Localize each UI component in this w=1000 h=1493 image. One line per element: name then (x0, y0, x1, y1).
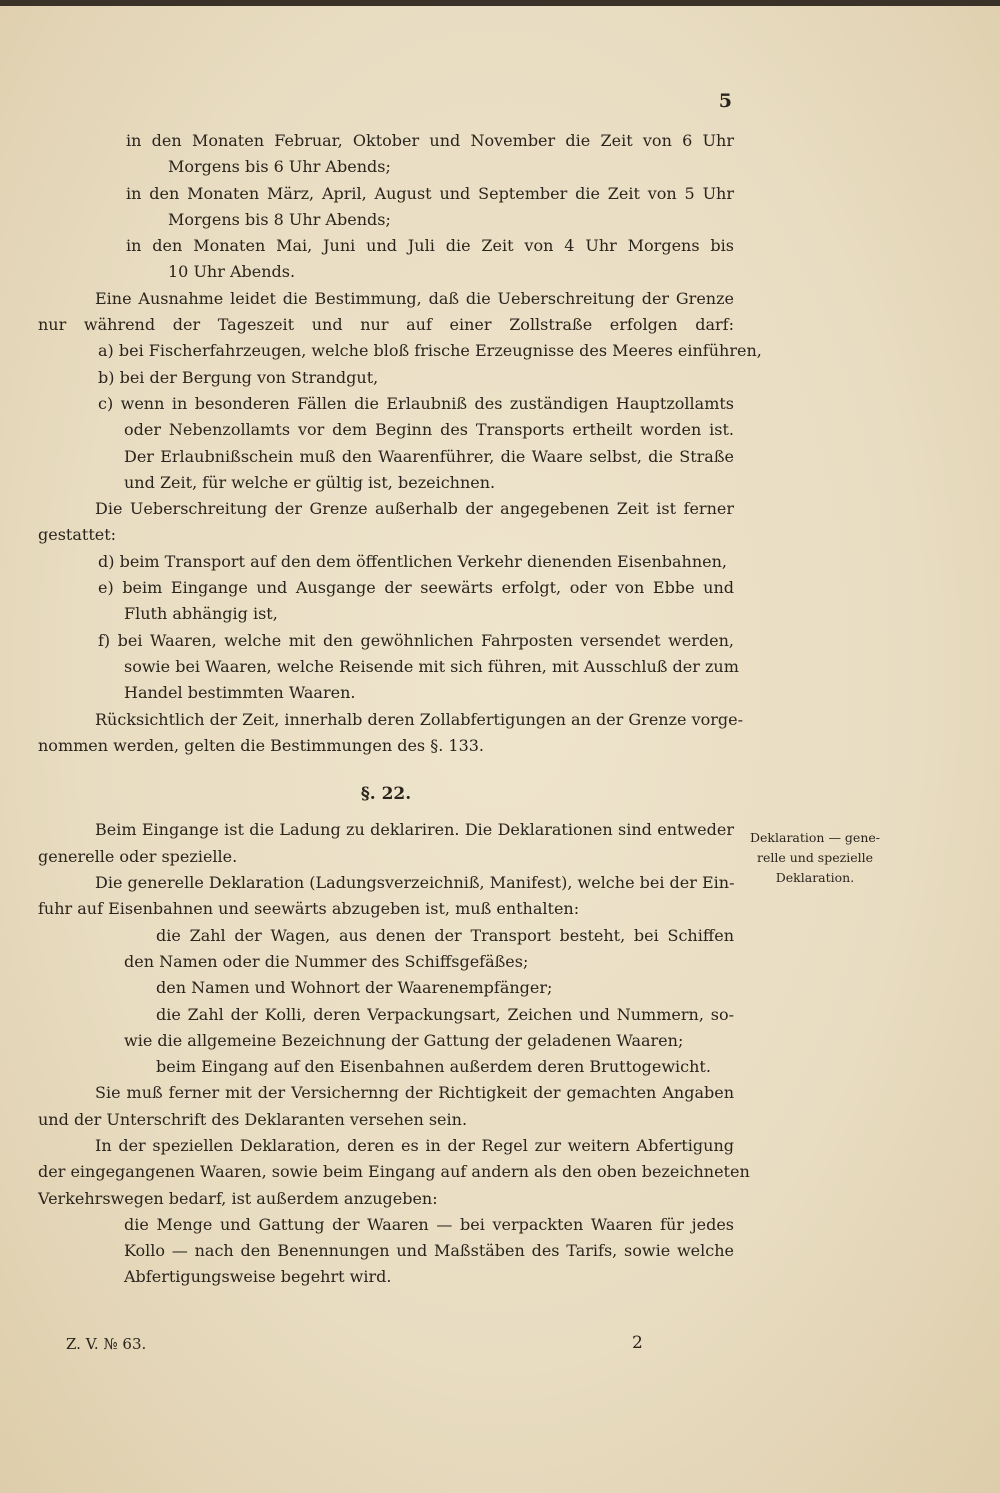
text-line: Beim Eingange ist die Ladung zu deklariren. Die Deklarationen sind entweder (95, 820, 734, 840)
text-line: Kollo — nach den Benennungen und Maßstäben des Tarifs, sowie welche (124, 1241, 734, 1261)
text-line: nur während der Tageszeit und nur auf einer Zollstraße erfolgen darf: (38, 315, 734, 335)
main-text (38, 128, 762, 1291)
text-line: Morgens bis 6 Uhr Abends; (168, 157, 391, 177)
text-line: c) wenn in besonderen Fällen die Erlaubniß des zuständigen Hauptzollamts (98, 393, 734, 413)
text-line: die Menge und Gattung der Waaren — bei verpackten Waaren für jedes (124, 1214, 734, 1234)
text-line: den Namen oder die Nummer des Schiffsgefäßes; (124, 951, 529, 971)
text-line: Handel bestimmten Waaren. (124, 683, 356, 703)
text-line: sowie bei Waaren, welche Reisende mit sich führen, mit Ausschluß der zum (124, 656, 739, 676)
text-line: oder Nebenzollamts vor dem Beginn des Transports ertheilt worden ist. (124, 420, 734, 440)
text-line: die Zahl der Wagen, aus denen der Transport besteht, bei Schiffen (156, 925, 734, 945)
text-line: e) beim Eingange und Ausgange der seewärts erfolgt, oder von Ebbe und (98, 578, 734, 598)
text-line: Der Erlaubnißschein muß den Waarenführer, die Waare selbst, die Straße (124, 446, 734, 466)
text-line: generelle oder spezielle. (38, 846, 238, 866)
text-line: wie die allgemeine Bezeichnung der Gattung der geladenen Waaren; (124, 1030, 684, 1050)
text-line: Eine Ausnahme leidet die Bestimmung, daß die Ueberschreitung der Grenze (95, 288, 734, 308)
margin-note (740, 828, 890, 888)
page-number: 5 (718, 90, 732, 112)
text-line: Sie muß ferner mit der Versichernng der Richtigkeit der gemachten Angaben (95, 1083, 734, 1103)
text-line: Fluth abhängig ist, (124, 604, 278, 624)
text-line: d) beim Transport auf den dem öffentlichen Verkehr dienenden Eisenbahnen, (98, 551, 727, 571)
footer-sheet-number: 2 (632, 1333, 643, 1353)
text-line: In der speziellen Deklaration, deren es in der Regel zur weitern Abfertigung (95, 1135, 734, 1155)
margin-note-line: Deklaration. (775, 870, 855, 885)
text-line: gestattet: (38, 525, 117, 545)
text-line: den Namen und Wohnort der Waarenempfänger; (156, 978, 553, 998)
text-line: und der Unterschrift des Deklaranten versehen sein. (38, 1109, 468, 1129)
text-line: Die Ueberschreitung der Grenze außerhalb der angegebenen Zeit ist ferner (95, 499, 734, 519)
text-line: in den Monaten März, April, August und September die Zeit von 5 Uhr (126, 183, 734, 203)
section-heading: §. 22. (360, 784, 412, 805)
text-line: die Zahl der Kolli, deren Verpackungsart, Zeichen und Nummern, so- (156, 1004, 734, 1024)
page-top-edge (0, 0, 1000, 6)
text-line: 10 Uhr Abends. (168, 262, 296, 282)
text-line: f) bei Waaren, welche mit den gewöhnlichen Fahrposten versendet werden, (98, 630, 734, 650)
text-line: a) bei Fischerfahrzeugen, welche bloß frische Erzeugnisse des Meeres einführen, (98, 341, 762, 361)
margin-note-line: relle und spezielle (756, 850, 873, 865)
margin-note-line: Deklaration — gene- (750, 830, 880, 845)
text-line: in den Monaten Mai, Juni und Juli die Zeit von 4 Uhr Morgens bis (126, 236, 734, 256)
text-line: und Zeit, für welche er gültig ist, bezeichnen. (124, 472, 496, 492)
text-line: der eingegangenen Waaren, sowie beim Eingang auf andern als den oben bezeichneten (38, 1162, 750, 1182)
text-line: beim Eingang auf den Eisenbahnen außerdem deren Bruttogewicht. (156, 1057, 711, 1077)
text-line: fuhr auf Eisenbahnen und seewärts abzugeben ist, muß enthalten: (38, 899, 580, 919)
footer-signature: Z. V. № 63. (66, 1335, 147, 1353)
text-line: Rücksichtlich der Zeit, innerhalb deren Zollabfertigungen an der Grenze vorge- (95, 709, 744, 729)
text-line: in den Monaten Februar, Oktober und November die Zeit von 6 Uhr (126, 131, 734, 150)
text-line: Abfertigungsweise begehrt wird. (124, 1267, 392, 1287)
text-line: b) bei der Bergung von Strandgut, (98, 367, 379, 387)
text-line: Verkehrswegen bedarf, ist außerdem anzugeben: (38, 1188, 438, 1208)
text-line: nommen werden, gelten die Bestimmungen des §. 133. (38, 735, 485, 755)
text-line: Die generelle Deklaration (Ladungsverzeichniß, Manifest), welche bei der Ein- (95, 873, 735, 893)
text-line: Morgens bis 8 Uhr Abends; (168, 209, 391, 229)
